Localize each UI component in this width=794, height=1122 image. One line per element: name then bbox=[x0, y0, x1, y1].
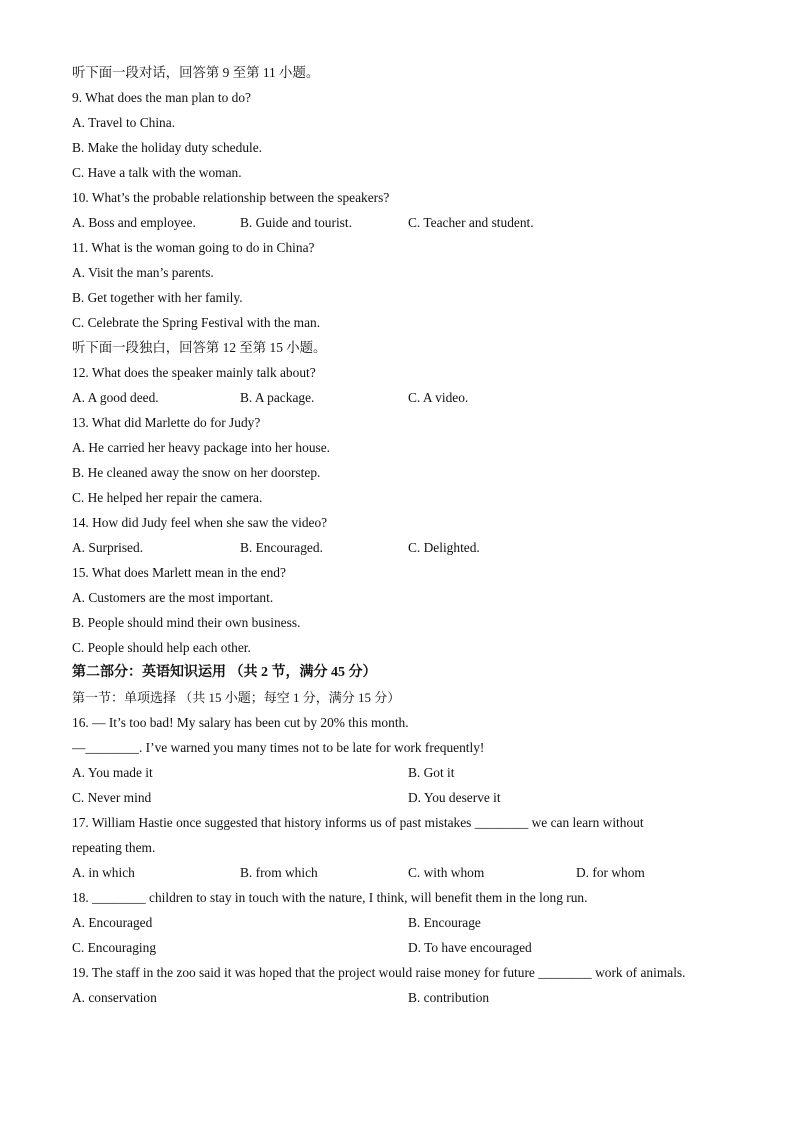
question-10-options bbox=[72, 210, 534, 235]
question-17-option-b: B. from which bbox=[240, 865, 318, 880]
question-17-stem-cont: repeating them. bbox=[72, 840, 156, 855]
question-15-option-a: A. Customers are the most important. bbox=[72, 590, 274, 605]
question-11-option-a: A. Visit the man’s parents. bbox=[72, 265, 214, 280]
question-10-option-a: A. Boss and employee. bbox=[72, 215, 196, 230]
question-10-option-c: C. Teacher and student. bbox=[408, 215, 534, 230]
question-18-option-a: A. Encouraged bbox=[72, 915, 153, 930]
question-18-option-c: C. Encouraging bbox=[72, 940, 157, 955]
question-18-stem: 18. ________ children to stay in touch with the nature, I think, will benefit them in the long run. bbox=[72, 890, 588, 905]
question-10-option-b: B. Guide and tourist. bbox=[240, 215, 352, 230]
question-17-stem: 17. William Hastie once suggested that history informs us of past mistakes ________ we can learn without bbox=[72, 815, 644, 830]
question-13-stem: 13. What did Marlette do for Judy? bbox=[72, 415, 261, 430]
question-16-option-b: B. Got it bbox=[408, 765, 455, 780]
question-13-option-c: C. He helped her repair the camera. bbox=[72, 490, 263, 505]
question-16-stem: 16. — It’s too bad! My salary has been cut by 20% this month. bbox=[72, 715, 409, 730]
question-17-option-d: D. for whom bbox=[576, 865, 645, 880]
question-11-stem: 11. What is the woman going to do in China? bbox=[72, 240, 315, 255]
question-12-option-b: B. A package. bbox=[240, 390, 315, 405]
question-19-options bbox=[72, 985, 490, 1010]
question-12-option-c: C. A video. bbox=[408, 390, 469, 405]
question-19-stem: 19. The staff in the zoo said it was hoped that the project would raise money for future ________ work of animals. bbox=[72, 965, 686, 980]
section-one-title: 第一节：单项选择 （共 15 小题；每空 1 分，满分 15 分） bbox=[72, 690, 401, 705]
question-12-stem: 12. What does the speaker mainly talk about? bbox=[72, 365, 316, 380]
question-16-option-d: D. You deserve it bbox=[408, 790, 501, 805]
question-14-option-a: A. Surprised. bbox=[72, 540, 144, 555]
question-16-option-a: A. You made it bbox=[72, 765, 153, 780]
part-two-title: 第二部分：英语知识运用 （共 2 节，满分 45 分） bbox=[72, 665, 377, 680]
question-15-option-b: B. People should mind their own business. bbox=[72, 615, 301, 630]
question-18-options-row1 bbox=[72, 910, 481, 935]
question-14-option-c: C. Delighted. bbox=[408, 540, 480, 555]
question-18-option-b: B. Encourage bbox=[408, 915, 481, 930]
instruction-dialogue: 听下面一段对话，回答第 9 至第 11 小题。 bbox=[72, 65, 320, 80]
question-12-option-a: A. A good deed. bbox=[72, 390, 159, 405]
instruction-monologue: 听下面一段独白，回答第 12 至第 15 小题。 bbox=[72, 340, 327, 355]
question-17-options bbox=[72, 860, 645, 885]
question-9-option-c: C. Have a talk with the woman. bbox=[72, 165, 242, 180]
question-10-stem: 10. What’s the probable relationship between the speakers? bbox=[72, 190, 390, 205]
question-15-stem: 15. What does Marlett mean in the end? bbox=[72, 565, 286, 580]
question-12-options bbox=[72, 385, 469, 410]
question-9-option-b: B. Make the holiday duty schedule. bbox=[72, 140, 263, 155]
question-11-option-c: C. Celebrate the Spring Festival with the man. bbox=[72, 315, 321, 330]
question-19-option-b: B. contribution bbox=[408, 990, 490, 1005]
question-16-stem-reply: —________. I’ve warned you many times not to be late for work frequently! bbox=[72, 740, 485, 755]
question-17-option-c: C. with whom bbox=[408, 865, 485, 880]
question-18-options-row2 bbox=[72, 935, 532, 960]
question-14-stem: 14. How did Judy feel when she saw the video? bbox=[72, 515, 328, 530]
question-17-option-a: A. in which bbox=[72, 865, 135, 880]
question-14-options bbox=[72, 535, 480, 560]
question-13-option-a: A. He carried her heavy package into her house. bbox=[72, 440, 331, 455]
question-19-option-a: A. conservation bbox=[72, 990, 157, 1005]
question-14-option-b: B. Encouraged. bbox=[240, 540, 323, 555]
question-11-option-b: B. Get together with her family. bbox=[72, 290, 243, 305]
question-9-stem: 9. What does the man plan to do? bbox=[72, 90, 251, 105]
question-15-option-c: C. People should help each other. bbox=[72, 640, 251, 655]
question-13-option-b: B. He cleaned away the snow on her doorstep. bbox=[72, 465, 321, 480]
question-16-option-c: C. Never mind bbox=[72, 790, 152, 805]
question-18-option-d: D. To have encouraged bbox=[408, 940, 532, 955]
question-16-options-row1 bbox=[72, 760, 455, 785]
question-9-option-a: A. Travel to China. bbox=[72, 115, 176, 130]
question-16-options-row2 bbox=[72, 785, 501, 810]
